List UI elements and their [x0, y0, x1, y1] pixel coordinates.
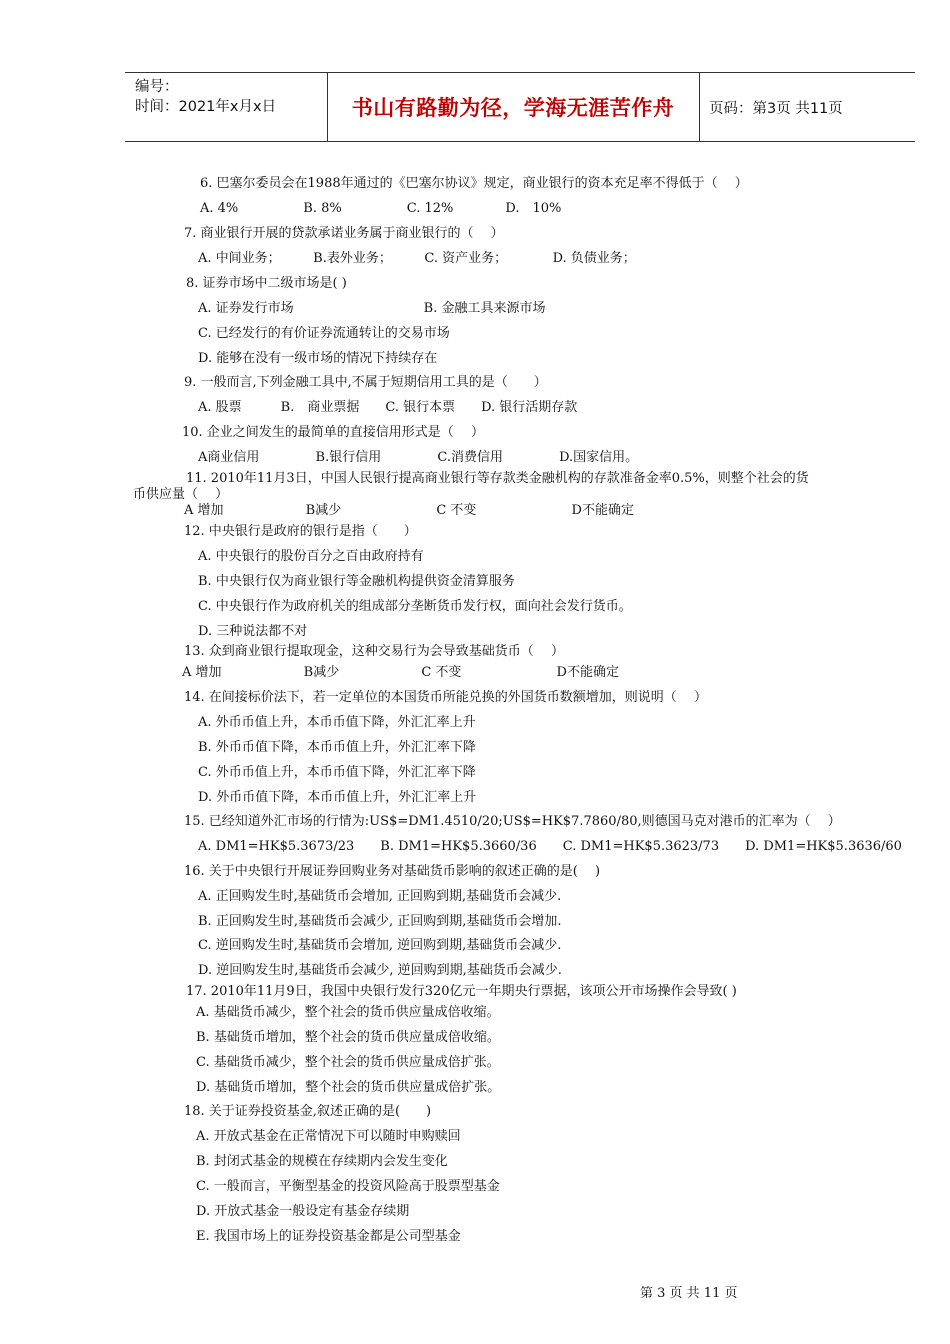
options-9: A. 股票 B. 商业票据 C. 银行本票 D. 银行活期存款: [198, 400, 578, 415]
option-12a: A. 中央银行的股份百分之百由政府持有: [198, 549, 424, 564]
question-11-cont: 币供应量（ ）: [133, 487, 229, 502]
options-11: A 增加 B减少 C 不变 D不能确定: [184, 503, 634, 518]
options-7: A. 中间业务； B.表外业务； C. 资产业务； D. 负债业务；: [198, 251, 636, 266]
header-divider: [699, 73, 700, 141]
question-6: 6. 巴塞尔委员会在1988年通过的《巴塞尔协议》规定，商业银行的资本充足率不得低于（ ）: [200, 176, 748, 191]
option-17d: D. 基础货币增加，整个社会的货币供应量成倍扩张。: [196, 1080, 501, 1095]
header-motto: 书山有路勤为径，学海无涯苦作舟: [351, 96, 675, 120]
option-16a: A. 正回购发生时,基础货币会增加, 正回购到期,基础货币会减少.: [198, 889, 562, 904]
option-17b: B. 基础货币增加，整个社会的货币供应量成倍收缩。: [196, 1030, 500, 1045]
option-16b: B. 正回购发生时,基础货币会减少, 正回购到期,基础货币会增加.: [198, 914, 562, 929]
options-10: A商业信用 B.银行信用 C.消费信用 D.国家信用。: [198, 450, 639, 465]
option-14d: D. 外币币值下降，本币币值上升，外汇汇率上升: [198, 790, 477, 805]
option-18e: E. 我国市场上的证券投资基金都是公司型基金: [196, 1229, 461, 1244]
question-10: 10. 企业之间发生的最简单的直接信用形式是（ ）: [182, 425, 484, 440]
header-meta: [135, 77, 276, 117]
option-18c: C. 一般而言，平衡型基金的投资风险高于股票型基金: [196, 1179, 500, 1194]
question-13: 13. 众到商业银行提取现金，这种交易行为会导致基础货币（ ）: [184, 644, 564, 659]
option-18b: B. 封闭式基金的规模在存续期内会发生变化: [196, 1154, 448, 1169]
page-header: [125, 72, 915, 142]
option-14c: C. 外币币值上升，本币币值下降，外汇汇率下降: [198, 765, 476, 780]
option-12d: D. 三种说法都不对: [198, 624, 308, 639]
number-label: 编号：: [135, 79, 179, 95]
option-18d: D. 开放式基金一般设定有基金存续期: [196, 1204, 410, 1219]
option-12b: B. 中央银行仅为商业银行等金融机构提供资金清算服务: [198, 574, 515, 589]
option-8c: C. 已经发行的有价证券流通转让的交易市场: [198, 326, 450, 341]
question-12: 12. 中央银行是政府的银行是指（ ）: [184, 524, 417, 539]
question-9: 9. 一般而言,下列金融工具中,不属于短期信用工具的是（ ）: [184, 375, 547, 390]
option-18a: A. 开放式基金在正常情况下可以随时申购赎回: [196, 1129, 461, 1144]
options-13: A 增加 B减少 C 不变 D不能确定: [182, 665, 619, 680]
question-7: 7. 商业银行开展的贷款承诺业务属于商业银行的（ ）: [184, 226, 504, 241]
option-12c: C. 中央银行作为政府机关的组成部分垄断货币发行权，面向社会发行货币。: [198, 599, 632, 614]
options-15: A. DM1=HK$5.3673/23 B. DM1=HK$5.3660/36 C. DM1=HK$5.3623/73 D. DM1=HK$5.3636/60: [198, 839, 902, 854]
page-footer: 第 3 页 共 11 页: [640, 1286, 738, 1301]
header-page-info: 页码：第3页 共11页: [709, 100, 843, 117]
options-6: A. 4% B. 8% C. 12% D. 10%: [200, 201, 562, 216]
question-15: 15. 已经知道外汇市场的行情为:US$=DM1.4510/20;US$=HK$7.7860/80,则德国马克对港币的汇率为（ ）: [184, 814, 841, 829]
question-14: 14. 在间接标价法下，若一定单位的本国货币所能兑换的外国货币数额增加，则说明（ ）: [184, 690, 707, 705]
option-16c: C. 逆回购发生时,基础货币会增加, 逆回购到期,基础货币会减少.: [198, 938, 562, 953]
option-8d: D. 能够在没有一级市场的情况下持续存在: [198, 351, 438, 366]
option-17c: C. 基础货币减少，整个社会的货币供应量成倍扩张。: [196, 1055, 500, 1070]
question-11: 11. 2010年11月3日，中国人民银行提高商业银行等存款类金融机构的存款准备金率0.5%，则整个社会的货: [186, 471, 809, 486]
option-16d: D. 逆回购发生时,基础货币会减少, 逆回购到期,基础货币会减少.: [198, 963, 562, 978]
option-14b: B. 外币币值下降，本币币值上升，外汇汇率下降: [198, 740, 476, 755]
option-8ab: A. 证券发行市场 B. 金融工具来源市场: [198, 301, 546, 316]
question-18: 18. 关于证券投资基金,叙述正确的是( ): [184, 1104, 432, 1119]
option-17a: A. 基础货币减少，整个社会的货币供应量成倍收缩。: [196, 1005, 500, 1020]
question-16: 16. 关于中央银行开展证券回购业务对基础货币影响的叙述正确的是( ): [184, 864, 601, 879]
option-14a: A. 外币币值上升，本币币值下降，外汇汇率上升: [198, 715, 476, 730]
time-label: 时间：2021年x月x日: [135, 99, 277, 115]
question-17: 17. 2010年11月9日，我国中央银行发行320亿元一年期央行票据，该项公开市场操作会导致( ): [186, 984, 737, 999]
question-8: 8. 证券市场中二级市场是( ): [186, 276, 347, 291]
